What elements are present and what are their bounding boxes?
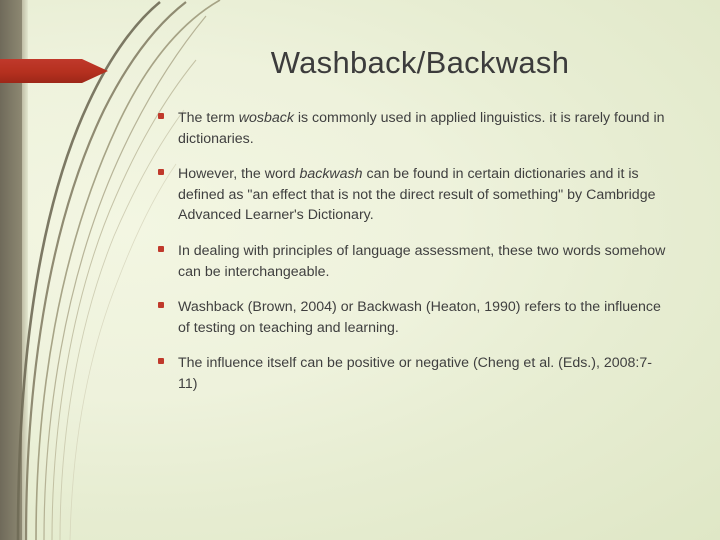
bullet-text-2: However, the word backwash can be found in certain dictionaries and it is defined as "an effect that is not the direct result of something" by Cambridge Advanced Learner's Dictionary.	[178, 166, 656, 224]
list-item	[150, 241, 670, 282]
list-item	[150, 108, 670, 149]
bullet-marker-icon	[158, 169, 164, 175]
bullet-marker-icon	[158, 358, 164, 364]
bullet-marker-icon	[158, 113, 164, 119]
list-item	[150, 164, 670, 226]
list-item	[150, 353, 670, 394]
red-arrow-icon	[0, 54, 108, 88]
bullet-text-5: The influence itself can be positive or negative (Cheng et al. (Eds.), 2008:7-11)	[178, 355, 652, 392]
bullet-marker-icon	[158, 246, 164, 252]
bullet-list	[150, 108, 670, 410]
page-title: Washback/Backwash	[270, 45, 570, 80]
bullet-text-3: In dealing with principles of language assessment, these two words somehow can be interchangeable.	[178, 242, 666, 280]
bullet-text-4: Washback (Brown, 2004) or Backwash (Heaton, 1990) refers to the influence of testing on teaching and learning.	[178, 299, 661, 336]
list-item	[150, 297, 670, 338]
bullet-marker-icon	[158, 302, 164, 308]
bullet-text-1: The term wosback is commonly used in applied linguistics. it is rarely found in dictionaries.	[178, 110, 665, 147]
